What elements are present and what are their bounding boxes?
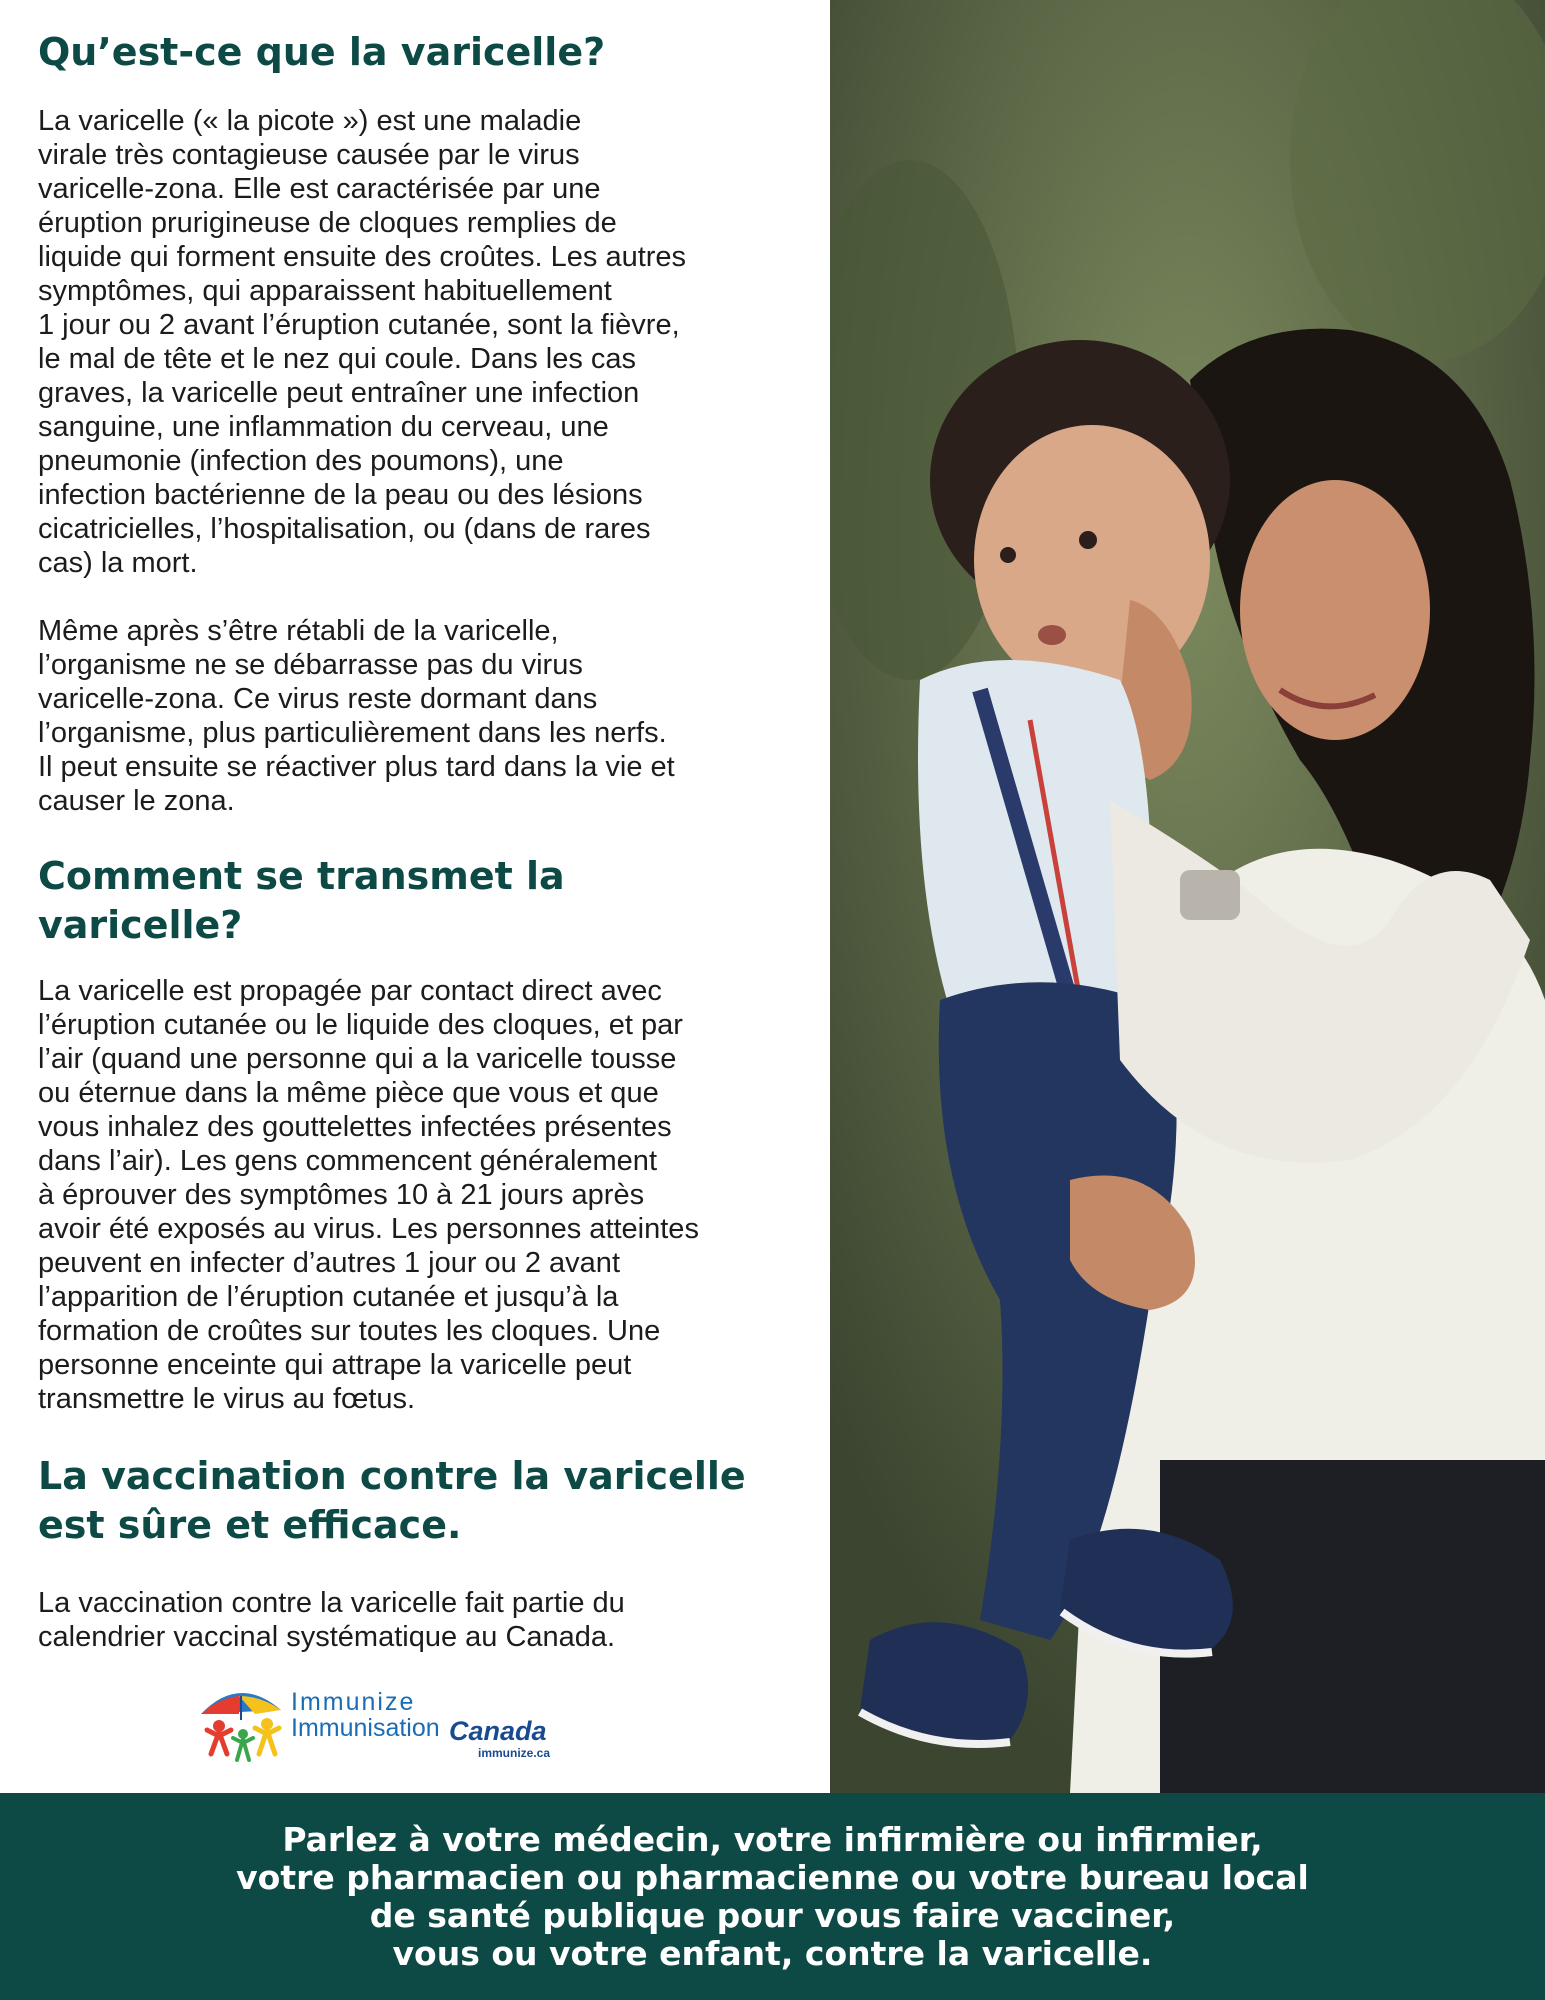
- paragraph-definition: La varicelle (« la picote ») est une maladie virale très contagieuse causée par le virus varicelle-zona. Elle est caractérisée par une éruption prurigineuse de cloques remplies de liquide qui forment ensuite des croûtes. Les autres symptômes, qui apparaissent habituellement 1 jour ou 2 avant l’éruption cutanée, sont la fièvre, le mal de tête et le nez qui coule. Dans les cas graves, la varicelle peut entraîner une infection sanguine, une inflammation du cerveau, une pneumonie (infection des poumons), une infection bactérienne de la peau ou des lésions cicatricielles, l’hospitalisation, ou (dans de rares cas) la mort.: [38, 105, 687, 579]
- logo-immunisation: Immunisation: [291, 1714, 440, 1742]
- heading-vaccination-safe: La vaccination contre la varicelle est sûre et efficace.: [38, 1454, 746, 1547]
- paragraph-vaccination-schedule: La vaccination contre la varicelle fait partie du calendrier vaccinal systématique au Canada.: [38, 1587, 625, 1653]
- footer-call-to-action: Parlez à votre médecin, votre infirmière ou infirmier, votre pharmacien ou pharmacienne ou votre bureau local de santé publique pour vous faire vacciner, vous ou votre enfant, contre la varicelle.: [236, 1819, 1309, 1973]
- main-content: [38, 28, 818, 1654]
- immunize-canada-logo: [195, 1680, 575, 1770]
- footer-banner: [0, 1793, 1545, 2000]
- logo-canada: Canada: [449, 1716, 547, 1746]
- paragraph-transmission: La varicelle est propagée par contact direct avec l’éruption cutanée ou le liquide des cloques, et par l’air (quand une personne qui a la varicelle tousse ou éternue dans la même pièce que vous et que vous inhalez des gouttelettes infectées présentes dans l’air). Les gens commencent généralement à éprouver des symptômes 10 à 21 jours après avoir été exposés au virus. Les personnes atteintes peuvent en infecter d’autres 1 jour ou 2 avant l’apparition de l’éruption cutanée et jusqu’à la formation de croûtes sur toutes les cloques. Une personne enceinte qui attrape la varicelle peut transmettre le virus au fœtus.: [38, 975, 699, 1415]
- mother-and-child-photo: [830, 0, 1545, 1793]
- logo-url: immunize.ca: [478, 1746, 551, 1760]
- heading-what-is-chickenpox: Qu’est-ce que la varicelle?: [38, 30, 606, 74]
- heading-transmission: Comment se transmet la varicelle?: [38, 854, 565, 947]
- logo-immunize: Immunize: [291, 1688, 416, 1716]
- paragraph-dormant-virus: Même après s’être rétabli de la varicelle, l’organisme ne se débarrasse pas du virus varicelle-zona. Ce virus reste dormant dans l’organisme, plus particulièrement dans les nerfs. Il peut ensuite se réactiver plus tard dans la vie et causer le zona.: [38, 615, 675, 817]
- umbrella-family-icon: [195, 1680, 291, 1770]
- photo-illustration: [830, 0, 1545, 1793]
